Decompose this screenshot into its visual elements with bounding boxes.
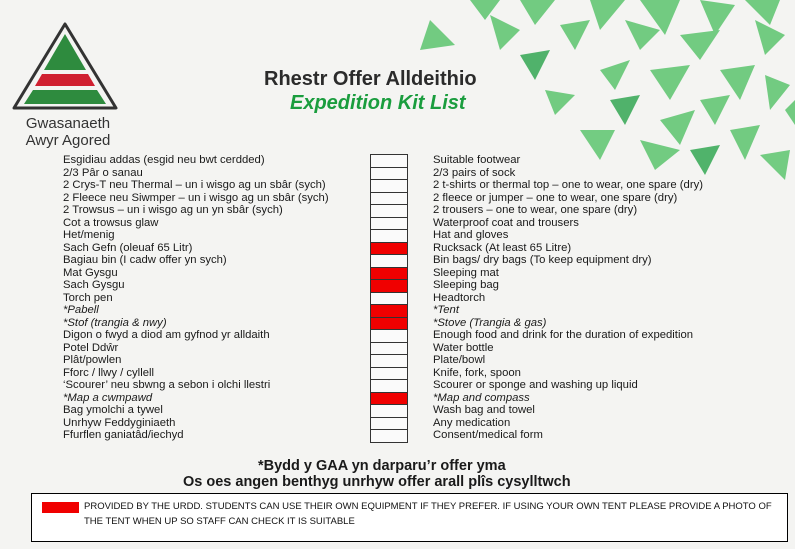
item-english: Knife, fork, spoon — [433, 366, 521, 379]
item-welsh: Unrhyw Feddyginiaeth — [63, 416, 176, 429]
checkbox-provided[interactable] — [370, 304, 408, 317]
item-welsh: Sach Gysgu — [63, 279, 125, 291]
item-english: 2 trousers – one to wear, one spare (dry) — [433, 204, 638, 216]
item-welsh: 2 Fleece neu Siwmper – un i wisgo ag un sbâr (sych) — [63, 191, 329, 204]
checkbox[interactable] — [370, 192, 408, 205]
checkbox[interactable] — [370, 292, 408, 305]
checkbox[interactable] — [370, 404, 408, 417]
item-english: Rucksack (At least 65 Litre) — [433, 241, 572, 254]
item-english: Sleeping bag — [433, 279, 499, 291]
item-welsh: Het/menig — [63, 229, 115, 241]
item-english: Consent/medical form — [433, 429, 543, 441]
legend-red-swatch — [42, 502, 79, 513]
item-english: Enough food and drink for the duration of expedition — [433, 329, 694, 341]
item-english: Water bottle — [433, 341, 494, 354]
item-welsh: Esgidiau addas (esgid neu bwt cerdded) — [63, 154, 265, 166]
item-welsh: Bagiau bin (I cadw offer yn sych) — [63, 254, 227, 266]
item-english: Sleeping mat — [433, 266, 499, 279]
page-title-english: Expedition Kit List — [290, 92, 466, 114]
item-english: Suitable footwear — [433, 154, 521, 166]
logo-caption — [8, 115, 128, 149]
item-welsh: 2 Crys-T neu Thermal – un i wisgo ag un sbâr (sych) — [63, 179, 326, 191]
legend-text: PROVIDED BY THE URDD. STUDENTS CAN USE THEIR OWN EQUIPMENT IF THEY PREFER. IF USING YOUR OWN TENT PLEASE PROVIDE A PHOTO OF THE TENT WHEN UP SO STAFF CAN CHECK IT IS SUITABLE — [84, 501, 772, 527]
footer-note-contact: Os oes angen benthyg unrhyw offer arall plîs cysylltwch — [183, 474, 571, 490]
item-english: Hat and gloves — [433, 229, 509, 241]
gaa-logo — [8, 20, 123, 149]
checkbox[interactable] — [370, 254, 408, 267]
checklist-boxes — [370, 154, 408, 443]
item-english: Headtorch — [433, 291, 486, 304]
checkbox[interactable] — [370, 417, 408, 430]
triangle-logo-icon — [8, 20, 123, 112]
checkbox[interactable] — [370, 229, 408, 242]
item-english: 2 t-shirts or thermal top – one to wear, one spare (dry) — [433, 179, 703, 191]
item-welsh: *Pabell — [63, 304, 99, 316]
item-welsh: Fforc / llwy / cyllell — [63, 366, 155, 379]
item-english: Scourer or sponge and washing up liquid — [433, 379, 638, 391]
item-english: Bin bags/ dry bags (To keep equipment dry) — [433, 254, 652, 266]
page-title-welsh: Rhestr Offer Alldeithio — [264, 68, 477, 90]
item-english: 2/3 pairs of sock — [433, 166, 516, 179]
english-items-column — [433, 154, 773, 442]
logo-line-2: Awyr Agored — [25, 132, 111, 149]
checkbox[interactable] — [370, 154, 408, 167]
item-english: *Stove (Trangia & gas) — [433, 316, 547, 329]
item-welsh: 2 Trowsus – un i wisgo ag un yn sbâr (sych) — [63, 204, 283, 216]
item-english: *Map and compass — [433, 391, 530, 404]
checkbox-provided[interactable] — [370, 317, 408, 330]
checkbox[interactable] — [370, 204, 408, 217]
item-english: Waterproof coat and trousers — [433, 216, 579, 229]
checkbox[interactable] — [370, 354, 408, 367]
item-english: Any medication — [433, 416, 511, 429]
item-english: *Tent — [433, 304, 459, 316]
welsh-items-column — [63, 154, 363, 442]
item-welsh: Plât/powlen — [63, 354, 122, 366]
item-welsh: Torch pen — [63, 291, 113, 304]
item-welsh: Sach Gefn (oleuaf 65 Litr) — [63, 241, 193, 254]
item-english: 2 fleece or jumper – one to wear, one spare (dry) — [433, 191, 678, 204]
checkbox[interactable] — [370, 167, 408, 180]
item-welsh: *Map a cwmpawd — [63, 391, 153, 404]
item-welsh: Potel Ddŵr — [63, 341, 119, 354]
checkbox[interactable] — [370, 429, 408, 443]
checkbox[interactable] — [370, 379, 408, 392]
item-welsh: Ffurflen ganiatâd/iechyd — [63, 429, 184, 441]
item-welsh: *Stof (trangia & nwy) — [63, 316, 167, 329]
item-welsh: 2/3 Pâr o sanau — [63, 166, 143, 179]
item-english: Plate/bowl — [433, 354, 486, 366]
checkbox[interactable] — [370, 217, 408, 230]
checkbox[interactable] — [370, 179, 408, 192]
legend-box — [31, 493, 788, 542]
logo-line-1: Gwasanaeth — [25, 115, 111, 132]
checkbox[interactable] — [370, 342, 408, 355]
checkbox-provided[interactable] — [370, 242, 408, 255]
checkbox-provided[interactable] — [370, 267, 408, 280]
checkbox[interactable] — [370, 367, 408, 380]
item-welsh: Digon o fwyd a diod am gyfnod yr alldaith — [63, 329, 270, 341]
item-welsh: ‘Scourer’ neu sbwng a sebon i olchi llestri — [63, 379, 271, 391]
checkbox-provided[interactable] — [370, 279, 408, 292]
item-welsh: Bag ymolchi a tywel — [63, 404, 163, 416]
item-welsh: Cot a trowsus glaw — [63, 216, 159, 229]
footer-note-provided: *Bydd y GAA yn darparu’r offer yma — [258, 458, 506, 474]
item-english: Wash bag and towel — [433, 404, 535, 416]
checkbox[interactable] — [370, 329, 408, 342]
checkbox-provided[interactable] — [370, 392, 408, 405]
item-welsh: Mat Gysgu — [63, 266, 118, 279]
